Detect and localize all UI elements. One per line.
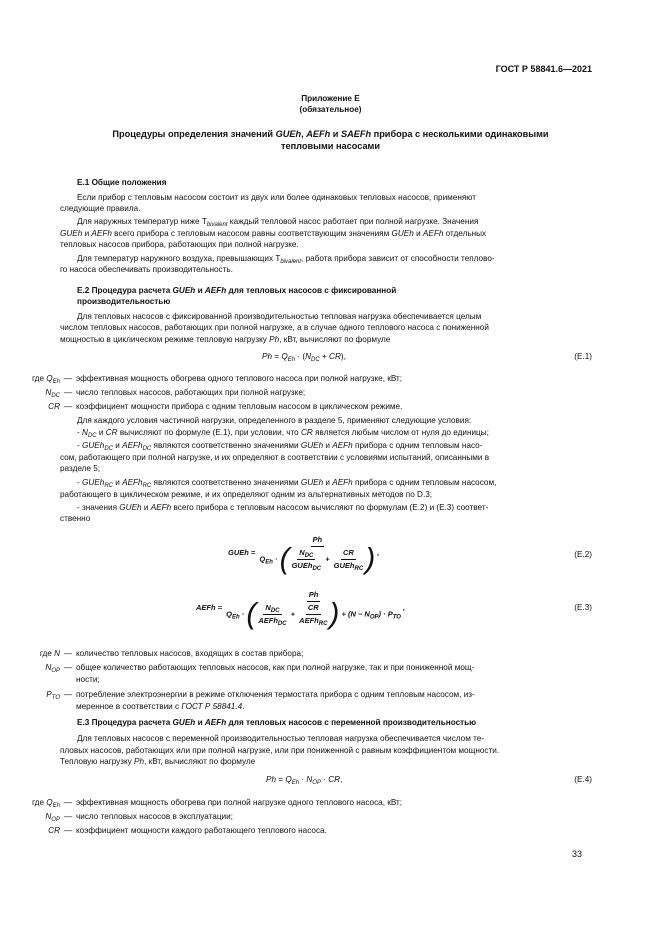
annex-heading-1: Процедуры определения значений GUEh, AEFh и SAEFh прибора с несколькими одинаковыми	[112, 129, 549, 139]
formula-e1: $Ph = Q_{Eh} \cdot (N_{DC} + CR)$,	[262, 352, 346, 363]
e2-bullet-2-line3: разделе 5;	[60, 464, 101, 473]
e2-p1-line3: мощностью в циклическом режиме тепловую нагрузку Ph, кВт, вычисляют по формуле	[60, 335, 391, 344]
e2-bullet-1: - $N_{DC}$ и CR вычисляют по формуле (Е.1), при условии, что CR является любым числом от нуля до единицы;	[77, 428, 489, 439]
e2-bullet-2-line2: сом, работающего при полной нагрузке, и их определяют в соответствии с условиями испытаний, описанными в	[60, 453, 490, 462]
e2-where-4: где N — количество тепловых насосов, входящих в состав прибора;	[39, 649, 304, 658]
annex-title: Приложение Е	[301, 94, 360, 103]
formula-e4: $Ph = Q_{Eh} \cdot N_{OP}$ · CR,	[266, 775, 343, 786]
formula-e2: GUEh = Ph $Q_{Eh}$ · ( $\frac{N_{DC}}{GUEh_{DC}}$ + $\frac{CR}{GUEh_{RC}}$ ) ,	[228, 535, 380, 576]
e2-bullet-4-line1: - значения GUEh и AEFh всего прибора с тепловым насосом вычисляют по формулам (Е.2) и (Е.3) соответ-	[77, 503, 489, 512]
e1-p1-line2: следующие правила.	[60, 204, 141, 213]
e1-p2-line2: GUEh и AEFh всего прибора с тепловым насосом равны соответствующим значениям GUEh и AEFh отдельных	[60, 229, 487, 238]
formula-e1-number: (Е.1)	[574, 352, 592, 361]
e2-p1-line1: Для тепловых насосов с фиксированной производительностью тепловая нагрузка обеспечивается целым	[77, 312, 482, 321]
e3-where-2: $N_{OP}$ — число тепловых насосов в эксплуатации;	[45, 812, 233, 823]
e2-where-6-cont: меренное в соответствии с ГОСТ Р 58841.4.	[76, 702, 245, 711]
section-e3-heading: Е.3 Процедура расчета GUEh и AEFh для тепловых насосов с переменной производительностью	[77, 718, 477, 727]
formula-e4-number: (Е.4)	[574, 775, 592, 784]
e2-where-1: где $Q_{Eh}$ — эффективная мощность обогрева одного теплового насоса при полной нагрузке, кВт;	[32, 374, 403, 385]
e2-bullet-3-line2: работающего в циклическом режиме, и их определяют одним из альтернативных методов по D.3;	[60, 490, 433, 499]
formula-e3: AEFh = Ph $Q_{Eh}$ · ( $\frac{N_{DC}}{AEFh_{DC}}$ + $\frac{CR}{AEFh_{RC}}$ ) + $(N - N_{OP}) \cdot P_{TO}$ ,	[196, 590, 406, 631]
e1-p3-line1: Для температур наружного воздуха, превышающих $T_{bivalent}$, работа прибора зависит от способности теплово-	[77, 254, 495, 265]
section-e2-heading-2: производительностью	[77, 297, 171, 306]
e1-p2-line1: Для наружных температур ниже $T_{bivalent}$ каждый тепловой насос работает при полной нагрузке. Значения	[77, 217, 479, 228]
e1-p3-line2: го насоса обеспечивать производительность.	[60, 265, 233, 274]
e3-p1-line1: Для тепловых насосов с переменной производительностью тепловая нагрузка обеспечивается числом те-	[77, 734, 485, 743]
e3-p1-line2: пловых насосов, работающих или при полной нагрузке, или при пониженной с равным коэффициентом мощности.	[60, 746, 500, 755]
e2-where-3: CR — коэффициент мощности прибора с одним тепловым насосом в циклическом режиме.	[48, 402, 403, 411]
section-e2-heading-1: Е.2 Процедура расчета GUEh и AEFh для тепловых насосов с фиксированной	[77, 286, 397, 295]
e2-where-2: $N_{DC}$ — число тепловых насосов, работающих при полной нагрузке;	[45, 388, 306, 399]
annex-heading-2: тепловыми насосами	[280, 141, 380, 151]
e2-bullet-4-line2: ственно	[60, 514, 91, 523]
annex-status: (обязательное)	[299, 105, 362, 114]
e3-p1-line3: Тепловую нагрузку Ph, кВт, вычисляют по формуле	[60, 757, 256, 766]
page-number: 33	[572, 849, 583, 859]
e2-where-5: $N_{OP}$ — общее количество работающих тепловых насосов, как при полной нагрузке, так и при пониженной мощ-	[45, 663, 475, 674]
e3-where-1: где $Q_{Eh}$ — эффективная мощность обогрева при полной нагрузке одного теплового насоса, кВт;	[32, 798, 403, 809]
standard-id: ГОСТ Р 58841.6—2021	[495, 64, 592, 74]
e2-p2-line1: Для каждого условия частичной нагрузки, определенного в разделе 5, применяют следующие условия:	[77, 416, 472, 425]
e1-p1-line1: Если прибор с тепловым насосом состоит из двух или более одинаковых тепловых насосов, применяют	[77, 193, 476, 202]
section-e1-heading: Е.1 Общие положения	[77, 178, 167, 187]
formula-e3-number: (Е.3)	[574, 603, 592, 612]
e1-p2-line3: тепловых насосов прибора, работающих при полной нагрузке.	[60, 240, 299, 249]
e2-p1-line2: числом тепловых насосов, работающих при полной нагрузке, а в случае одного теплового насоса с пониженной	[60, 323, 489, 332]
formula-e2-number: (Е.2)	[574, 550, 592, 559]
e2-where-5-cont: ности;	[76, 675, 100, 684]
e2-bullet-2-line1: - GUEh$_{DC}$ и AEFh$_{DC}$ являются соответственно значениями GUEh и AEFh прибора с одним тепловым насо-	[77, 441, 483, 452]
e2-bullet-3-line1: - GUEh$_{RC}$ и AEFh$_{RC}$ являются соответственно значениями GUEh и AEFh прибора с одним тепловым насосом,	[77, 478, 497, 489]
e2-where-6: $P_{TO}$ — потребление электроэнергии в режиме отключения термостата прибора с одним тепловым насосом, из-	[46, 690, 475, 701]
e3-where-3: CR — коэффициент мощности каждого работающего теплового насоса.	[48, 826, 327, 835]
